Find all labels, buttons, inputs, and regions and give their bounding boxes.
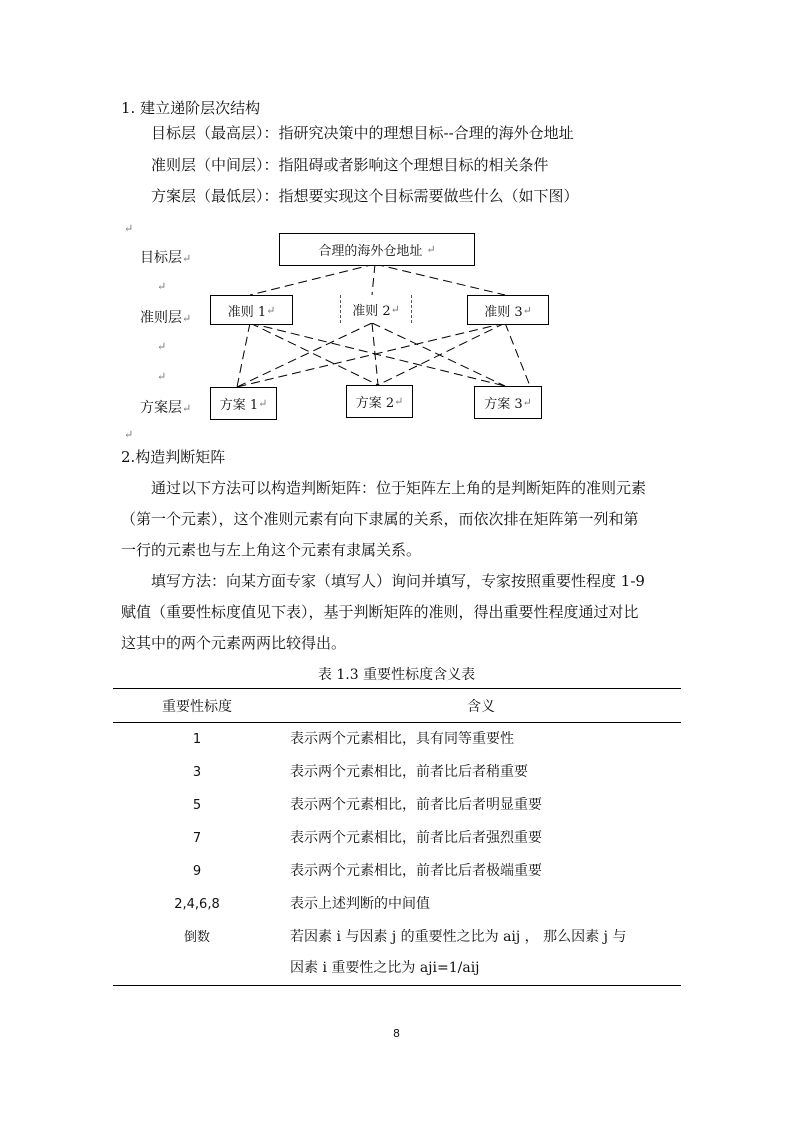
alternative-3-label: 方案 3 <box>484 397 523 412</box>
table-row <box>113 888 681 921</box>
header-meaning: 含义 <box>467 698 495 715</box>
criterion-2-label: 准则 2 <box>352 303 391 319</box>
meaning-cell: 表示两个元素相比，前者比后者极端重要 <box>290 863 542 879</box>
scale-cell: 2,4,6,8 <box>174 897 220 912</box>
filling-method-paragraph: 填写方法：向某方面专家（填写人）询问并填写，专家按照重要性程度 1-9 赋值（重要性标度值见下表），基于判断矩阵的准则，得出重要性程度通过对比 这其中的两个元素两两比较得出。 <box>121 572 645 652</box>
criterion-1-label: 准则 1 <box>227 304 267 320</box>
header-scale: 重要性标度 <box>162 698 232 715</box>
section-1-heading: 1. 建立递阶层次结构 <box>121 99 261 117</box>
return-mark: ↵ <box>124 222 134 235</box>
criterion-2-box: 准则 2 ↵ <box>340 295 412 323</box>
table-caption: 表 1.3 重要性标度含义表 <box>317 667 476 683</box>
alternative-1-box: 方案 1 ↵ <box>210 387 277 420</box>
matrix-construction-paragraph: 通过以下方法可以构造判断矩阵：位于矩阵左上角的是判断矩阵的准则元素 （第一个元素），这个准则元素有向下隶属的关系，而依次排在矩阵第一列和第 一行的元素也与左上角这个元素有隶属关系。 <box>121 479 647 559</box>
page-number: 8 <box>393 1027 400 1040</box>
goal-layer-description: 目标层（最高层）：指研究决策中的理想目标--合理的海外仓地址 <box>151 124 574 142</box>
alternative-layer-label: 方案层↵ <box>140 400 192 416</box>
scale-cell: 3 <box>192 765 202 780</box>
criteria-layer-description: 准则层（中间层）：指阻碍或者影响这个理想目标的相关条件 <box>151 156 549 174</box>
table-row <box>113 723 681 757</box>
meaning-cell: 表示上述判断的中间值 <box>290 896 430 912</box>
table-row <box>113 789 681 822</box>
meaning-cell: 表示两个元素相比，前者比后者明显重要 <box>290 797 542 813</box>
scale-cell: 倒数 <box>183 930 210 945</box>
scale-cell: 1 <box>192 732 202 747</box>
meaning-cell: 表示两个元素相比，前者比后者稍重要 <box>290 764 528 780</box>
table-row <box>113 822 681 855</box>
return-mark: ↵ <box>124 428 134 441</box>
return-mark: ↵ <box>157 280 167 293</box>
alternative-3-box: 方案 3 ↵ <box>474 386 542 419</box>
goal-label: 合理的海外仓地址 <box>318 244 423 259</box>
table-row <box>113 756 681 789</box>
criterion-1-box: 准则 1 ↵ <box>210 295 293 325</box>
meaning-cell: 表示两个元素相比，具有同等重要性 <box>290 731 514 747</box>
goal-layer-label: 目标层↵ <box>140 250 192 266</box>
table-header-row <box>113 689 681 723</box>
scale-cell: 7 <box>192 831 202 846</box>
meaning-cell: 若因素 i 与因素 j 的重要性之比为 aij ， 那么因素 j 与 因素 i 重要性之比为 aji=1/aij <box>290 929 627 976</box>
scale-cell: 9 <box>192 864 202 879</box>
table-row <box>113 855 681 888</box>
return-mark: ↵ <box>157 340 167 353</box>
criterion-3-label: 准则 3 <box>484 304 523 320</box>
diagram-connectors <box>0 0 793 440</box>
section-2-heading: 2.构造判断矩阵 <box>121 448 226 466</box>
criterion-3-box: 准则 3 ↵ <box>467 295 549 325</box>
goal-box: 合理的海外仓地址 ↵ <box>279 233 475 266</box>
scale-cell: 5 <box>192 798 202 813</box>
return-mark: ↵ <box>157 370 167 383</box>
meaning-cell: 表示两个元素相比，前者比后者强烈重要 <box>290 830 542 846</box>
table-row <box>113 921 681 986</box>
alternative-2-label: 方案 2 <box>355 396 395 411</box>
alternative-layer-description: 方案层（最低层）：指想要实现这个目标需要做些什么（如下图） <box>151 187 579 205</box>
importance-scale-table <box>113 688 681 986</box>
alternative-1-label: 方案 1 <box>219 398 259 413</box>
alternative-2-box: 方案 2 ↵ <box>346 385 413 418</box>
criteria-layer-label: 准则层↵ <box>140 310 192 326</box>
